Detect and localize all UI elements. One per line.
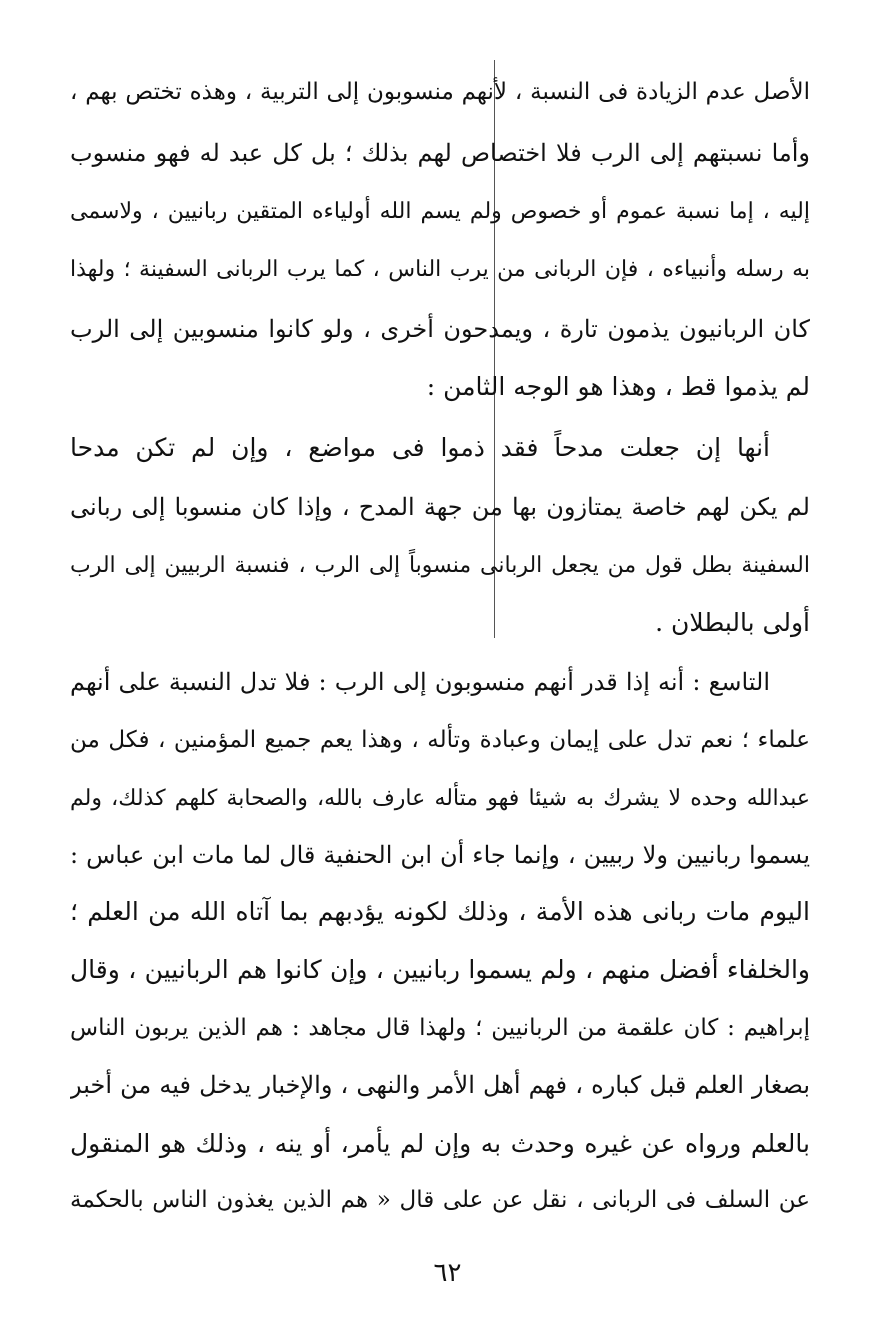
page-number: ٦٢	[433, 1258, 462, 1288]
text-line: لم يذموا قط ، وهذا هو الوجه الثامن :	[426, 372, 810, 401]
text-line: بالعلم ورواه عن غيره وحدث به وإن لم يأمر، أو ينه ، وذلك هو المنقول	[70, 1129, 810, 1158]
text-line: التاسع : أنه إذا قدر أنهم منسوبون إلى الرب : فلا تدل النسبة على أنهم	[70, 668, 770, 696]
text-line: والخلفاء أفضل منهم ، ولم يسموا ربانيين ، وإن كانوا هم الربانيين ، وقال	[70, 955, 810, 984]
text-line: عبدالله وحده لا يشرك به شيئا فهو متأله عارف بالله، والصحابة كلهم كذلك، ولم	[70, 786, 810, 811]
text-line: وأما نسبتهم إلى الرب فلا اختصاص لهم بذلك ؛ بل كل عبد له فهو منسوب	[70, 139, 810, 167]
text-line: كان الربانيون يذمون تارة ، ويمدحون أخرى ، ولو كانوا منسوبين إلى الرب	[70, 315, 810, 343]
text-line: أنها إن جعلت مدحاً فقد ذموا فى مواضع ، وإن لم تكن مدحا	[70, 433, 770, 462]
text-line: الأصل عدم الزيادة فى النسبة ، لأنهم منسوبون إلى التربية ، وهذه تختص بهم ،	[70, 79, 810, 105]
text-line: إليه ، إما نسبة عموم أو خصوص ولم يسم الله أولياءه المتقين ربانيين ، ولاسمى	[70, 199, 810, 224]
text-line: أولى بالبطلان .	[655, 608, 810, 637]
text-line: اليوم مات ربانى هذه الأمة ، وذلك لكونه يؤدبهم بما آتاه الله من العلم ؛	[70, 897, 810, 926]
text-line: علماء ؛ نعم تدل على إيمان وعبادة وتأله ، وهذا يعم جميع المؤمنين ، فكل من	[70, 727, 810, 753]
text-line: بصغار العلم قبل كباره ، فهم أهل الأمر والنهى ، والإخبار يدخل فيه من أخبر	[70, 1071, 810, 1099]
text-line: السفينة بطل قول من يجعل الربانى منسوباً إلى الرب ، فنسبة الربيين إلى الرب	[70, 553, 810, 578]
text-line: لم يكن لهم خاصة يمتازون بها من جهة المدح ، وإذا كان منسوبا إلى ربانى	[70, 493, 810, 521]
text-line: به رسله وأنبياءه ، فإن الربانى من يرب الناس ، كما يرب الربانى السفينة ؛ ولهذا	[70, 257, 810, 282]
text-line: إبراهيم : كان علقمة من الربانيين ؛ ولهذا قال مجاهد : هم الذين يربون الناس	[70, 1015, 810, 1041]
text-line: يسموا ربانيين ولا ربيين ، وإنما جاء أن ابن الحنفية قال لما مات ابن عباس :	[70, 841, 810, 869]
text-line: عن السلف فى الربانى ، نقل عن على قال « هم الذين يغذون الناس بالحكمة	[70, 1187, 810, 1213]
